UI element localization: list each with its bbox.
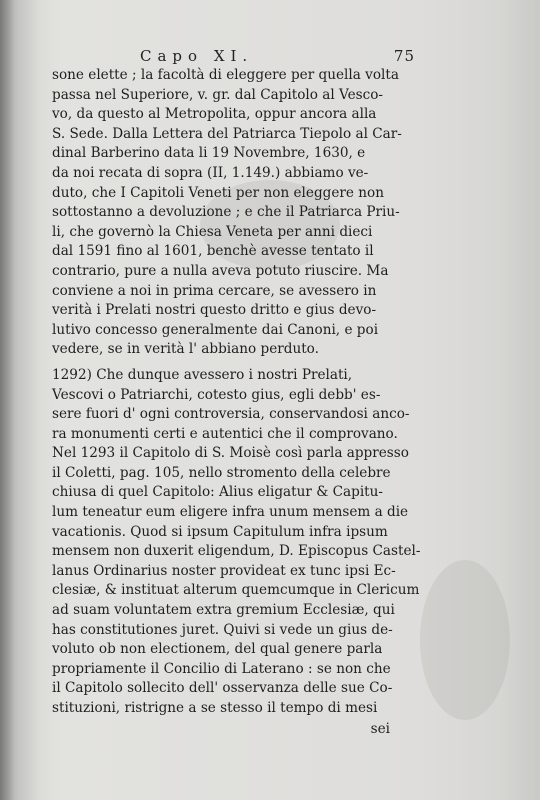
text-line: mensem non duxerit eligendum, D. Episcopus Castel-	[52, 543, 421, 560]
text-line: ad suam voluntatem extra gremium Ecclesiæ, qui	[52, 602, 395, 619]
text-line: ra monumenti certi e autentici che il comprovano.	[52, 425, 398, 442]
chapter-heading: Capo XI.	[140, 47, 254, 65]
text-line: stituzioni, ristrigne a se stesso il tempo di mesi	[52, 700, 378, 716]
text-line: Vescovi o Patriarchi, cotesto gius, egli debb' es-	[52, 386, 381, 403]
text-line: lum teneatur eum eligere infra unum mensem a die	[52, 504, 409, 521]
text-line: li, che governò la Chiesa Veneta per anni dieci	[52, 223, 373, 240]
text-line: sere fuori d' ogni controversia, conservandosi anco-	[52, 406, 410, 423]
text-line: chiusa di quel Capitolo: Alius eligatur & Capitu-	[52, 484, 383, 501]
text-line: il Capitolo sollecito dell' osservanza delle sue Co-	[52, 680, 393, 697]
text-line: il Coletti, pag. 105, nello stromento della celebre	[52, 464, 391, 481]
text-line: lanus Ordinarius noster provideat ex tunc ipsi Ec-	[52, 562, 396, 579]
text-line: sottostanno a devoluzione ; e che il Patriarca Priu-	[52, 204, 400, 221]
text-line: vedere, se in verità l' abbiano perduto.	[52, 341, 319, 358]
text-line: dinal Barberino data li 19 Novembre, 1630, e	[52, 145, 366, 162]
page-number: 75	[393, 47, 415, 65]
text-line: Nel 1293 il Capitolo di S. Moisè così parla appresso	[52, 445, 409, 462]
catchword: sei	[370, 721, 390, 737]
text-line: duto, che I Capitoli Veneti per non eleggere non	[52, 184, 384, 201]
text-line: lutivo concesso generalmente dai Canoni, e poi	[52, 321, 379, 338]
text-line: S. Sede. Dalla Lettera del Patriarca Tiepolo al Car-	[52, 125, 402, 142]
text-line: voluto ob non electionem, del qual genere parla	[52, 641, 383, 658]
text-line: propriamente il Concilio di Laterano : se non che	[52, 660, 391, 677]
text-line: conviene a noi in prima cercare, se avessero in	[52, 282, 377, 299]
text-line: vo, da questo al Metropolita, oppur ancora alla	[52, 106, 377, 123]
binding-shadow	[0, 0, 14, 800]
text-line: contrario, pure a nulla aveva potuto riuscire. Ma	[52, 262, 389, 279]
page-body-text	[52, 66, 421, 719]
text-line: vacationis. Quod si ipsum Capitulum infra ipsum	[52, 523, 388, 540]
text-line: dal 1591 fino al 1601, benchè avesse tentato il	[52, 243, 374, 260]
text-line: da noi recata di sopra (II, 1.149.) abbiamo ve-	[52, 164, 369, 181]
text-line: passa nel Superiore, v. gr. dal Capitolo al Vesco-	[52, 86, 384, 103]
text-line: clesiæ, & instituat alterum quemcumque in Clericum	[52, 582, 420, 599]
text-line: has constitutiones juret. Quivi si vede un gius de-	[52, 621, 393, 638]
paper-stain	[420, 560, 510, 720]
text-line: sone elette ; la facoltà di eleggere per quella volta	[52, 67, 399, 83]
text-line: 1292) Che dunque avessero i nostri Prelati,	[52, 366, 353, 383]
text-line: verità i Prelati nostri questo dritto e gius devo-	[52, 302, 377, 319]
